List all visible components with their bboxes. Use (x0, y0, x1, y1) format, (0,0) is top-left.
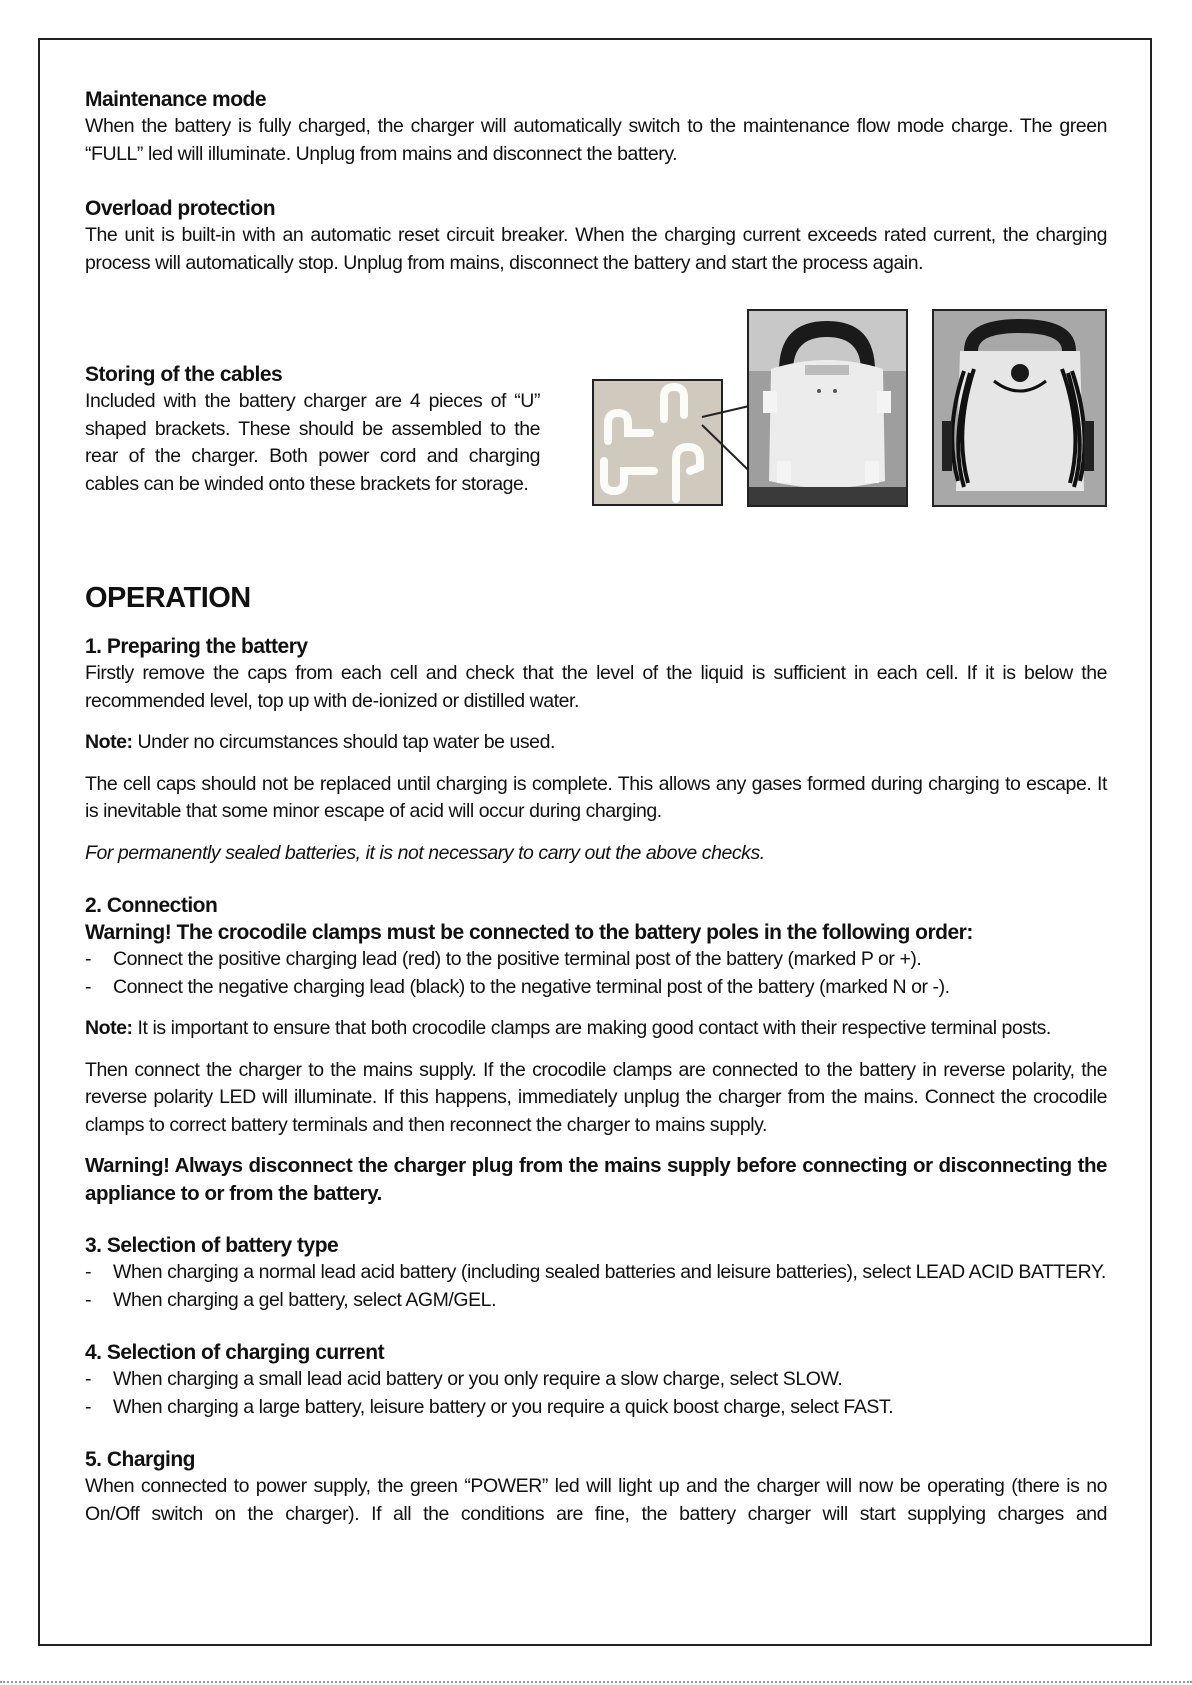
page-bottom-divider (0, 1681, 1192, 1683)
list-dash: - (85, 1368, 92, 1390)
s4-list-item (85, 1394, 1107, 1422)
s1-heading: 1. Preparing the battery (85, 635, 308, 658)
s2-list-item (85, 974, 1107, 1002)
s2-warning-1: Warning! The crocodile clamps must be connected to the battery poles in the following order: (85, 921, 973, 944)
charger-cables-photo (932, 309, 1107, 507)
maintenance-section (85, 86, 1107, 168)
maintenance-text: When the battery is fully charged, the charger will automatically switch to the maintenance flow mode charge. The green “FULL” led will illuminate. Unplug from mains and disconnect the battery. (85, 115, 1107, 165)
list-dash: - (85, 1395, 92, 1418)
overload-heading: Overload protection (85, 197, 276, 220)
s5-text: When connected to power supply, the green “POWER” led will light up and the charger will now be operating (there is no On/Off switch on the charger). If all the conditions are fine, the battery charger will start supplying charges and (85, 1475, 1107, 1525)
list-dash: - (85, 948, 92, 970)
s4-item-text: When charging a small lead acid battery or you only require a slow charge, select SLOW. (113, 1368, 843, 1390)
s4-list-item (85, 1366, 1107, 1394)
s1-italic-note: For permanently sealed batteries, it is not necessary to carry out the above checks. (85, 841, 765, 864)
s1-note-text: Under no circumstances should tap water be used. (132, 731, 555, 753)
list-dash: - (85, 1288, 92, 1311)
s3-item-text: When charging a normal lead acid battery (including sealed batteries and leisure batteries), select LEAD ACID BATTERY. (113, 1261, 1106, 1283)
s2-item-text: Connect the negative charging lead (black) to the negative terminal post of the battery (marked N or -). (113, 975, 950, 998)
s2-note-label: Note: (85, 1017, 133, 1039)
s4-heading: 4. Selection of charging current (85, 1341, 385, 1364)
s1-note (85, 729, 1107, 757)
s4-item-text: When charging a large battery, leisure battery or you require a quick boost charge, select FAST. (113, 1395, 894, 1418)
s2-item-text: Connect the positive charging lead (red) to the positive terminal post of the battery (marked P or +). (113, 948, 922, 970)
s2-note (85, 1015, 1107, 1043)
s3-list-item (85, 1287, 1107, 1315)
s1-note-label: Note: (85, 731, 133, 753)
list-dash: - (85, 1261, 92, 1283)
s3-list-item (85, 1259, 1107, 1287)
s2-note-text: It is important to ensure that both crocodile clamps are making good contact with their respective terminal posts. (132, 1017, 1051, 1039)
s2-warning-2: Warning! Always disconnect the charger plug from the mains supply before connecting or disconnecting the appliance to or from the battery. (85, 1154, 1107, 1205)
list-dash: - (85, 975, 92, 998)
storing-text: Included with the battery charger are 4 pieces of “U” shaped brackets. These should be assembled to the rear of the charger. Both power cord and charging cables can be winded onto these brackets for storage. (85, 390, 540, 495)
overload-section (85, 195, 1107, 277)
storing-section (85, 361, 540, 498)
charger-rear-photo (747, 309, 908, 507)
storing-heading: Storing of the cables (85, 363, 283, 386)
operation-section (85, 581, 1107, 1528)
s2-heading: 2. Connection (85, 894, 218, 917)
s3-heading: 3. Selection of battery type (85, 1234, 339, 1257)
s2-paragraph: Then connect the charger to the mains supply. If the crocodile clamps are connected to the battery in reverse polarity, the reverse polarity LED will illuminate. If this happens, immediately unplug the charger from the mains. Connect the crocodile clamps to correct battery terminals and then reconnect the charger to mains supply. (85, 1058, 1107, 1136)
operation-title: OPERATION (85, 582, 251, 614)
overload-text: The unit is built-in with an automatic reset circuit breaker. When the charging current exceeds rated current, the charging process will automatically stop. Unplug from mains, disconnect the battery and start the process again. (85, 224, 1107, 274)
s1-paragraph-1: Firstly remove the caps from each cell and check that the level of the liquid is sufficient in each cell. If it is below the recommended level, top up with de-ionized or distilled water. (85, 662, 1107, 712)
s1-paragraph-2: The cell caps should not be replaced until charging is complete. This allows any gases formed during charging to escape. It is inevitable that some minor escape of acid will occur during charging. (85, 772, 1107, 822)
s5-heading: 5. Charging (85, 1448, 196, 1471)
s2-list-item (85, 946, 1107, 974)
maintenance-heading: Maintenance mode (85, 88, 267, 111)
s3-item-text: When charging a gel battery, select AGM/GEL. (113, 1288, 497, 1311)
